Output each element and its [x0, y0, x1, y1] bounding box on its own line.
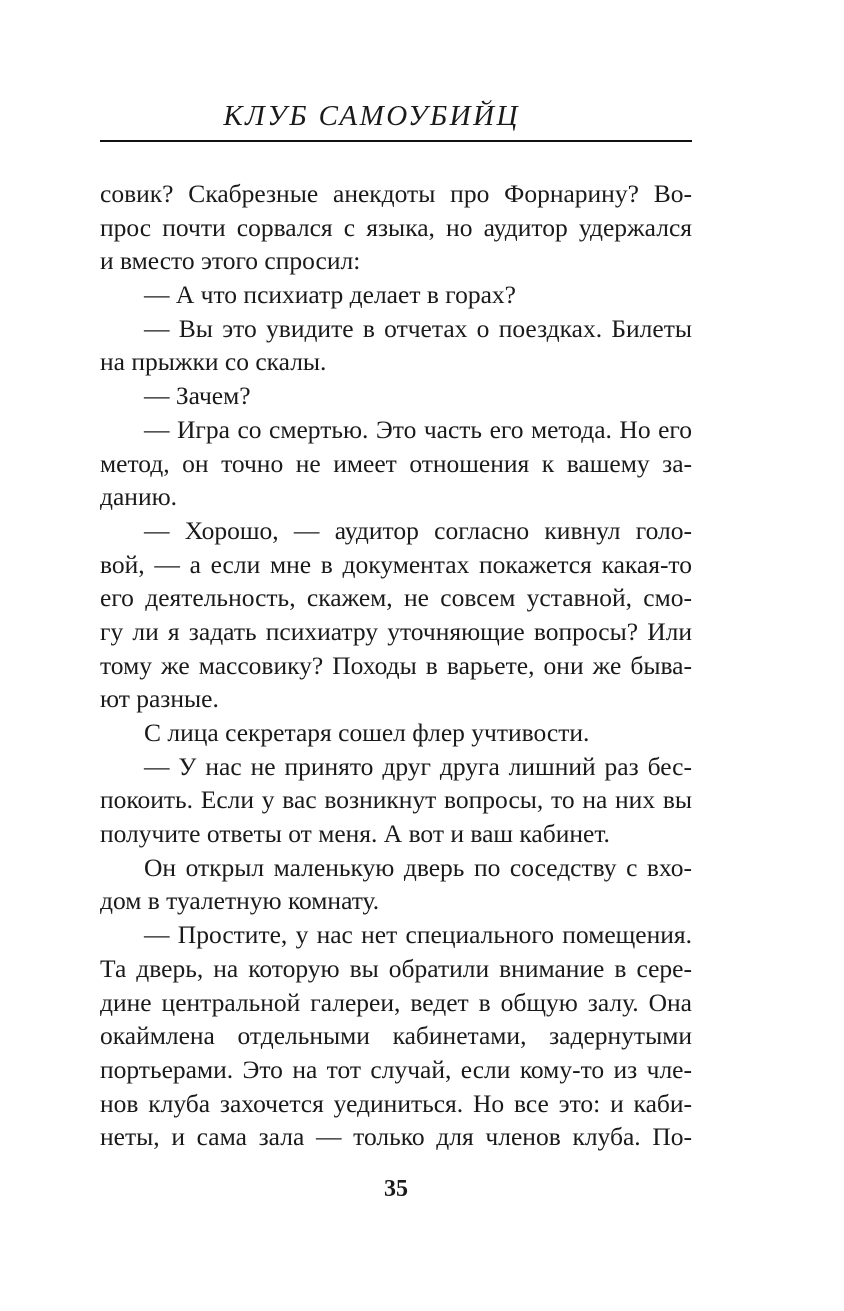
text-line: нов клуба захочется уединиться. Но все это: и каби-: [100, 1088, 692, 1118]
text-line: покоить. Если у вас возникнут вопросы, то на них вы: [100, 785, 692, 815]
text-line: вой, — а если мне в документах покажется какая-то: [100, 549, 692, 579]
text-line: получите ответы от меня. А вот и ваш кабинет.: [100, 819, 610, 849]
text-line: данию.: [100, 482, 178, 512]
page-number: 35: [384, 1176, 408, 1202]
text-line: дом в туалетную комнату.: [100, 886, 380, 916]
text-line: ют разные.: [100, 684, 219, 714]
text-line: С лица секретаря сошел флер учтивости.: [144, 718, 590, 747]
text-line: его деятельность, скажем, не совсем уставной, смо-: [100, 583, 692, 613]
text-line: — Простите, у нас нет специального помещения.: [144, 920, 692, 950]
text-line: гу ли я задать психиатру уточняющие вопросы? Или: [100, 616, 692, 646]
text-line: — У нас не принято друг друга лишний раз бес-: [144, 751, 692, 781]
text-line: метод, он точно не имеет отношения к вашему за-: [100, 448, 692, 478]
text-line: и вместо этого спросил:: [100, 246, 361, 276]
text-line: — Вы это увидите в отчетах о поездках. Билеты: [144, 313, 692, 343]
text-line: тому же массовику? Походы в варьете, они же быва-: [100, 650, 692, 680]
text-line: на прыжки со скалы.: [100, 347, 327, 377]
running-header-title: КЛУБ САМОУБИЙЦ: [223, 100, 520, 132]
text-line: — Зачем?: [144, 381, 251, 411]
text-line: дине центральной галереи, ведет в общую залу. Она: [100, 987, 692, 1017]
text-line: портьерами. Это на тот случай, если кому-то из чле-: [100, 1054, 692, 1084]
text-line: — Игра со смертью. Это часть его метода. Но его: [144, 414, 692, 444]
text-line: — А что психиатр делает в горах?: [144, 280, 516, 310]
header-divider: [100, 140, 692, 142]
body-text: [100, 177, 692, 1154]
text-line: Та дверь, на которую вы обратили внимание в сере-: [100, 953, 692, 983]
text-line: неты, и сама зала — только для членов клуба. По-: [100, 1122, 692, 1152]
text-line: окаймлена отдельными кабинетами, задернутыми: [100, 1021, 692, 1051]
text-line: Он открыл маленькую дверь по соседству с вхо-: [144, 852, 692, 882]
text-line: прос почти сорвался с языка, но аудитор удержался: [100, 212, 692, 242]
text-line: совик? Скабрезные анекдоты про Форнарину? Во-: [100, 179, 692, 208]
text-line: — Хорошо, — аудитор согласно кивнул голо-: [144, 515, 692, 545]
